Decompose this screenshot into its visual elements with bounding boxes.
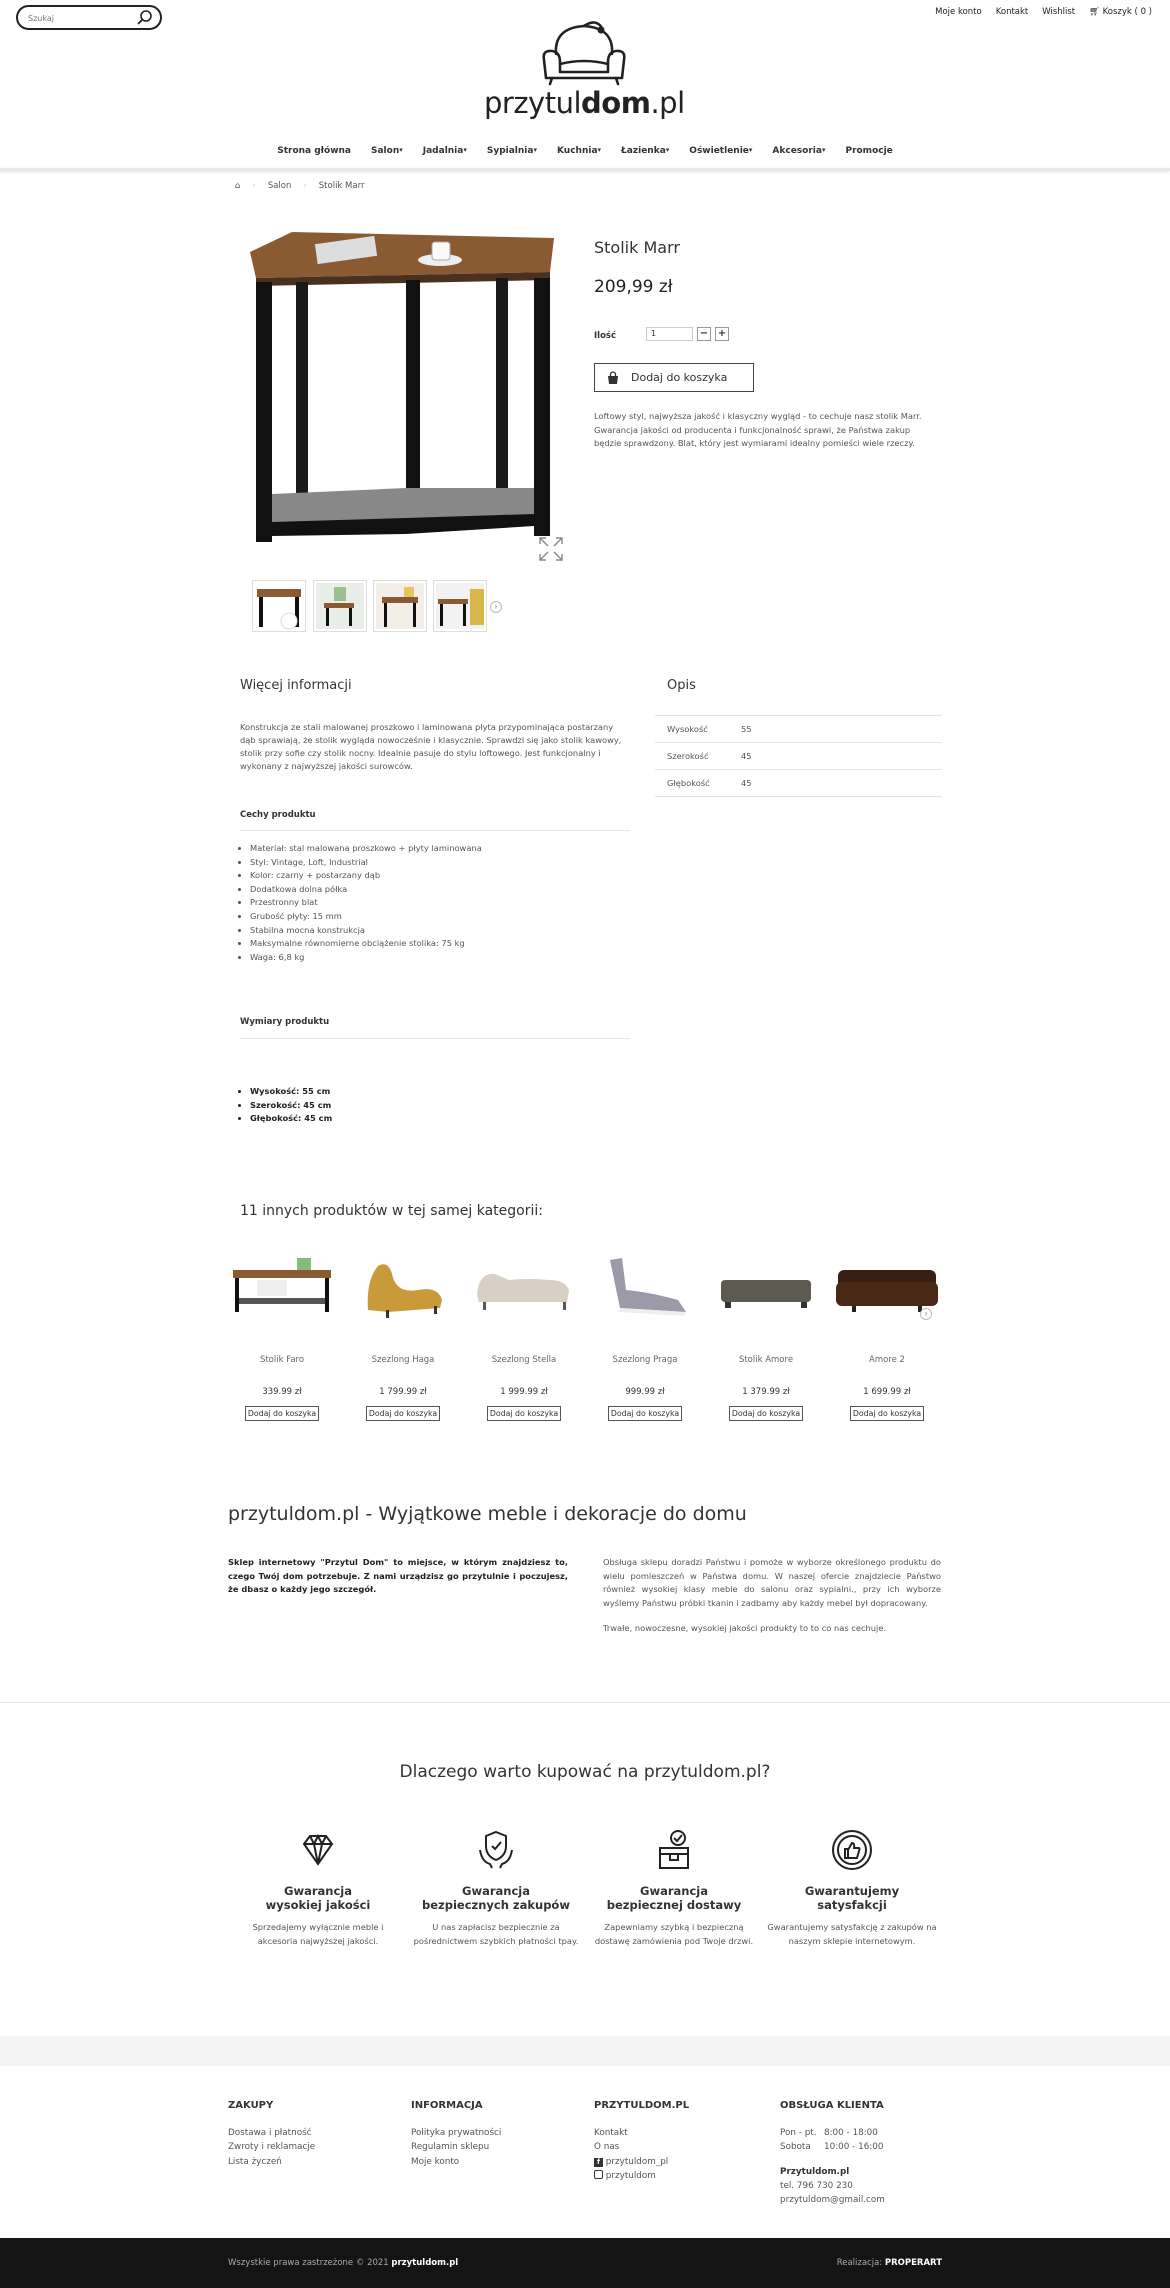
spec-key: Wysokość <box>667 724 708 734</box>
divider <box>0 1702 1170 1703</box>
product-main-image[interactable] <box>246 222 566 572</box>
footer-link[interactable]: Moje konto <box>411 2156 460 2167</box>
footer-link[interactable]: Dostawa i płatność <box>228 2128 312 2138</box>
product-price: 1 999.99 zł <box>500 1387 548 1397</box>
instagram-link[interactable]: przytuldom <box>594 2169 689 2183</box>
feature-item: • Grubość płyty: 15 mm <box>250 910 630 924</box>
spec-value: 45 <box>741 751 752 761</box>
breadcrumb-item-current: Stolik Marr <box>318 181 365 191</box>
add-to-cart-button[interactable]: Dodaj do koszyka <box>729 1406 803 1421</box>
diamond-icon <box>296 1828 340 1872</box>
product-price: 339.99 zł <box>262 1387 302 1397</box>
armchair-logo-icon <box>484 20 684 86</box>
quantity-decrease-button[interactable]: − <box>697 327 711 341</box>
spec-value: 45 <box>741 778 752 788</box>
feature-item: • Kolor: czarny + postarzany dąb <box>250 869 630 883</box>
nav-item[interactable]: Promocje <box>845 146 893 156</box>
product-image[interactable] <box>348 1250 458 1320</box>
nav-item[interactable]: Łazienka <box>621 146 666 156</box>
product-name[interactable]: Stolik Faro <box>259 1355 305 1365</box>
product-price: 1 799.99 zł <box>379 1387 427 1397</box>
feature-item: • Materiał: stal malowana proszkowo + płyty laminowana <box>250 842 630 856</box>
feature-item: • Przestronny blat <box>250 896 630 910</box>
dimension-item: • Szerokość: 45 cm <box>250 1099 630 1113</box>
thumbnail-2[interactable] <box>313 580 367 632</box>
spec-key: Szerokość <box>667 751 709 761</box>
add-to-cart-button[interactable]: Dodaj do koszyka <box>608 1406 682 1421</box>
footer-col-info: INFORMACJA Polityka prywatności Regulamin sklepu Moje konto <box>411 2100 501 2169</box>
shopping-bag-icon <box>606 371 620 385</box>
chevron-right-icon: › <box>303 181 307 191</box>
footer-link[interactable]: Polityka prywatności <box>411 2128 502 2138</box>
seo-paragraph: Trwałe, nowoczesne, wysokiej jakości produkty to to co nas cechuje. <box>603 1623 887 1633</box>
divider <box>240 1038 630 1039</box>
seo-right-text <box>603 1556 941 1648</box>
chevron-down-icon: ▾ <box>399 146 403 154</box>
product-name[interactable]: Szezlong Haga <box>371 1355 435 1365</box>
related-product-card[interactable] <box>469 1250 579 1421</box>
nav-item[interactable]: Kuchnia <box>556 146 598 156</box>
product-name[interactable]: Stolik Amore <box>738 1355 794 1365</box>
product-image[interactable] <box>227 1250 337 1320</box>
expand-icon[interactable] <box>538 536 564 562</box>
site-logo[interactable] <box>484 20 684 128</box>
feature-item: • Dodatkowa dolna półka <box>250 883 630 897</box>
why-title: Dlaczego warto kupować na przytuldom.pl? <box>399 1762 771 1782</box>
search-input[interactable] <box>28 12 132 24</box>
nav-item[interactable]: Salon <box>371 146 400 156</box>
footer-col-company: PRZYTULDOM.PL Kontakt O nas f przytuldom_pl przytuldom <box>594 2100 689 2183</box>
chevron-down-icon: ▾ <box>748 146 753 154</box>
spec-row <box>655 742 942 769</box>
footer-col-shopping: ZAKUPY Dostawa i płatność Zwroty i reklamacje Lista życzeń <box>228 2100 315 2169</box>
footer-link[interactable]: O nas <box>594 2142 620 2153</box>
more-info-title: Więcej informacji <box>240 678 352 693</box>
seo-paragraph: Obsługa sklepu doradzi Państwu i pomoże w wyborze określonego produktu do wielu pomieszczeń w Państwa domu. W naszej ofercie znajdziecie Państwo również wysokiej klasy meble do salonu oraz sypialni., przy ich wyborze wyślemy Państwu próbki tkanin i zadbamy aby każdy mebel był dopracowany. <box>603 1557 941 1608</box>
footer-top-band <box>0 2036 1170 2066</box>
shield-hands-icon <box>474 1828 518 1872</box>
why-item-quality: Gwarancja wysokiej jakości Sprzedajemy wyłącznie meble i akcesoria najwyższej jakości. <box>233 1828 403 1948</box>
cart-link[interactable] <box>1089 7 1152 17</box>
thumbnail-4[interactable] <box>433 580 487 632</box>
footer-bottom-bar <box>0 2238 1170 2288</box>
footer-link[interactable]: Kontakt <box>594 2128 628 2138</box>
add-to-cart-label: Dodaj do koszyka <box>631 371 728 384</box>
email-link[interactable]: przytuldom@gmail.com <box>780 2195 885 2206</box>
specs-title: Opis <box>667 678 696 693</box>
main-nav <box>0 146 1170 168</box>
spec-row <box>655 769 942 796</box>
footer-link[interactable]: Regulamin sklepu <box>411 2142 490 2153</box>
nav-item[interactable]: Oświetlenie <box>689 146 749 156</box>
chevron-down-icon: ▾ <box>463 146 467 154</box>
cart-label: Koszyk ( 0 ) <box>1102 7 1152 17</box>
product-price: 209,99 zł <box>594 277 673 297</box>
dimension-item: • Wysokość: 55 cm <box>250 1085 630 1099</box>
realization-credit[interactable]: Realizacja: PROPERART <box>836 2258 942 2268</box>
dimensions-title: Wymiary produktu <box>240 1017 330 1027</box>
dimensions-list <box>240 1085 630 1126</box>
why-item-delivery: Gwarancja bezpiecznej dostawy Zapewniamy szybką i bezpieczną dostawę zamówienia pod Twoje drzwi. <box>589 1828 759 1948</box>
logo-text: przytuldom.pl <box>484 86 685 120</box>
specs-table <box>655 715 942 797</box>
product-name[interactable]: Szezlong Praga <box>612 1355 678 1365</box>
add-to-cart-button[interactable]: Dodaj do koszyka <box>366 1406 440 1421</box>
thumbnail-3[interactable] <box>373 580 427 632</box>
nav-item[interactable]: Akcesoria <box>772 146 822 156</box>
thumbnail-1[interactable] <box>252 580 306 632</box>
search-box[interactable] <box>16 5 162 30</box>
feature-item: • Styl: Vintage, Loft, Industrial <box>250 856 630 870</box>
more-info-description: Konstrukcja ze stali malowanej proszkowo i laminowana płyta przypominająca postarzany dąb sprawiają, że stolik wygląda nowocześnie i klasycznie. Sprawdzi się jako stolik kawowy, stolik przy sofie czy stolik nocny. Idealnie pasuje do stylu loftowego. Jest funkcjonalny i wykonany z najwyższej jakości surowców. <box>240 722 622 771</box>
features-list <box>240 842 630 964</box>
spec-row <box>655 715 942 742</box>
spec-key: Głębokość <box>667 778 710 788</box>
features-title: Cechy produktu <box>240 810 316 820</box>
related-product-card[interactable] <box>590 1250 700 1421</box>
add-to-cart-button[interactable]: Dodaj do koszyka <box>487 1406 561 1421</box>
related-product-card[interactable] <box>711 1250 821 1421</box>
wishlist-link[interactable]: Wishlist <box>1042 7 1076 17</box>
delivery-box-icon <box>652 1828 696 1872</box>
copyright: Wszystkie prawa zastrzeżone © 2021 przytuldom.pl <box>228 2258 459 2268</box>
product-price: 1 379.99 zł <box>742 1387 790 1397</box>
feature-item: • Stabilna mocna konstrukcja <box>250 924 630 938</box>
feature-item: • Maksymalne równomierne obciążenie stolika: 75 kg <box>250 937 630 951</box>
footer-link[interactable]: Zwroty i reklamacje <box>228 2142 316 2153</box>
search-icon[interactable] <box>136 9 154 27</box>
related-product-card[interactable] <box>348 1250 458 1421</box>
dimension-item: • Głębokość: 45 cm <box>250 1112 630 1126</box>
product-image[interactable] <box>711 1250 821 1320</box>
footer-link[interactable]: Lista życzeń <box>228 2156 282 2167</box>
chevron-down-icon: ▾ <box>597 146 602 154</box>
chevron-down-icon: ▾ <box>533 146 537 154</box>
chevron-right-icon: › <box>252 181 256 191</box>
product-title: Stolik Marr <box>594 238 680 257</box>
why-item-payments: Gwarancja bezpiecznych zakupów U nas zapłacisz bezpiecznie za pośrednictwem szybkich płatności tpay. <box>411 1828 581 1948</box>
product-short-description: Loftowy styl, najwyższa jakość i klasyczny wygląd - to cechuje nasz stolik Marr. Gwarancja jakości od producenta i funkcjonalność sprawi, że Państwa zakup będzie sprawdzony. Blat, który jest wymiarami idealny pomieści wiele rzeczy. <box>594 411 922 448</box>
nav-divider <box>0 168 1170 171</box>
divider <box>240 830 630 831</box>
quantity-increase-button[interactable]: + <box>715 327 729 341</box>
instagram-icon <box>594 2170 603 2179</box>
footer-col-support: OBSŁUGA KLIENTA Pon - pt. 8:00 - 18:00 Sobota 10:00 - 16:00 Przytuldom.pl tel. 796 730 230 przytuldom@gmail.com <box>780 2100 885 2207</box>
chevron-right-icon[interactable]: › <box>920 1308 932 1320</box>
product-price: 999.99 zł <box>625 1387 665 1397</box>
product-price: 1 699.99 zł <box>863 1387 911 1397</box>
contact-link[interactable]: Kontakt <box>995 7 1029 17</box>
product-image[interactable] <box>590 1250 700 1320</box>
feature-item: • Waga: 6,8 kg <box>250 951 630 965</box>
seo-left-text: Sklep internetowy "Przytul Dom" to miejsce, w którym znajdziesz to, czego Twój dom potrzebuje. Z nami urządzisz go przytulnie i poczujesz, że dbasz o każdy jego szczegół. <box>228 1557 568 1594</box>
home-icon[interactable]: ⌂ <box>235 181 241 191</box>
cart-icon: 🛒︎ <box>1089 7 1100 17</box>
top-links <box>935 7 1152 17</box>
spec-value: 55 <box>741 724 752 734</box>
facebook-icon: f <box>594 2158 603 2167</box>
related-title: 11 innych produktów w tej samej kategorii: <box>240 1203 543 1219</box>
facebook-link[interactable]: f przytuldom_pl <box>594 2155 689 2169</box>
related-product-card[interactable] <box>832 1250 942 1421</box>
product-image[interactable] <box>469 1250 579 1320</box>
nav-item[interactable]: Jadalnia <box>422 146 464 156</box>
product-name[interactable]: Amore 2 <box>869 1355 905 1365</box>
seo-title: przytuldom.pl - Wyjątkowe meble i dekoracje do domu <box>228 1503 747 1525</box>
chevron-down-icon: ▾ <box>665 146 670 154</box>
add-to-cart-button[interactable]: Dodaj do koszyka <box>245 1406 319 1421</box>
chevron-right-icon[interactable]: › <box>490 601 502 613</box>
add-to-cart-button[interactable] <box>594 363 754 392</box>
nav-item[interactable]: Sypialnia <box>486 146 534 156</box>
product-name[interactable]: Szezlong Stella <box>491 1355 557 1365</box>
related-product-card[interactable] <box>227 1250 337 1421</box>
nav-item[interactable]: Strona główna <box>277 146 351 156</box>
breadcrumb-item-salon[interactable]: Salon <box>267 181 292 191</box>
add-to-cart-button[interactable]: Dodaj do koszyka <box>850 1406 924 1421</box>
chevron-down-icon: ▾ <box>821 146 826 154</box>
my-account-link[interactable]: Moje konto <box>935 7 982 17</box>
breadcrumb <box>235 181 364 191</box>
why-item-satisfaction: Gwarantujemy satysfakcji Gwarantujemy satysfakcję z zakupów na naszym sklepie internetowym. <box>767 1828 937 1948</box>
quantity-input[interactable]: 1 <box>646 327 693 341</box>
thumbs-up-icon <box>830 1828 874 1872</box>
quantity-label: Ilość <box>594 331 617 341</box>
